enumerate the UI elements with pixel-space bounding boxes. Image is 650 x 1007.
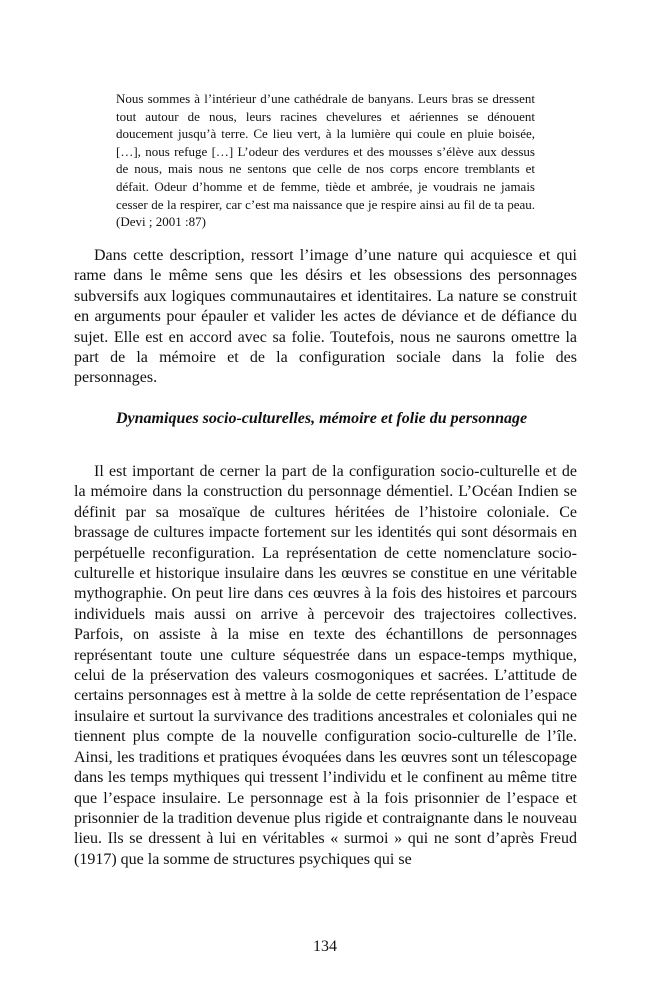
block-quote: Nous sommes à l’intérieur d’une cathédrale de banyans. Leurs bras se dressent tout autour de nous, leurs racines chevelures et aériennes se dénouent doucement jusqu’à terre. Ce lieu vert, à la lumière qui coule en pluie boisée, […], nous refuge […] L’odeur des verdures et des mousses s’élève aux dessus de nous, mais nous ne sentons que celle de nos corps encore tremblants et défait. Odeur d’homme et de femme, tiède et ambrée, je voudrais ne jamais cesser de la respirer, car c’est ma naissance que je respire ainsi au fil de ta peau. (Devi ; 2001 :87) <box>116 91 535 230</box>
section-heading: Dynamiques socio-culturelles, mémoire et folie du personnage <box>116 410 528 427</box>
page-number: 134 <box>313 938 337 955</box>
body-paragraph-2: Il est important de cerner la part de la configuration socio-culturelle et de la mémoire dans la construction du personnage démentiel. L’Océan Indien se définit par sa mosaïque de cultures héritées de l’histoire coloniale. Ce brassage de cultures impacte fortement sur les identités qui sont désormais en perpétuelle reconfiguration. La représentation de cette nomenclature socio-culturelle et historique insulaire dans les œuvres se constitue en une véritable mythographie. On peut lire dans ces œuvres à la fois des histoires et parcours individuels mais aussi on arrive à percevoir des trajectoires collectives. Parfois, on assiste à la mise en texte des échantillons de personnages représentant toute une culture séquestrée dans un espace-temps mythique, celui de la préservation des valeurs cosmogoniques et sacrées. L’attitude de certains personnages est à mettre à la solde de cette représentation de l’espace insulaire et surtout la survivance des traditions ancestrales et coloniales qui ne tiennent plus compte de la nouvelle configuration socio-culturelle de l’île. Ainsi, les traditions et pratiques évoquées dans les œuvres sont un télescopage dans les temps mythiques qui tressent l’individu et le confinent au même titre que l’espace insulaire. Le personnage est à la fois prisonnier de l’espace et prisonnier de la tradition devenue plus rigide et contraignante dans le nouveau lieu. Ils se dressent à lui en véritables « surmoi » qui ne sont d’après Freud (1917) que la somme de structures psychiques qui se <box>74 463 577 868</box>
body-paragraph-1: Dans cette description, ressort l’image d’une nature qui acquiesce et qui rame dans le même sens que les désirs et les obsessions des personnages subversifs aux logiques communautaires et identitaires. La nature se construit en arguments pour épauler et valider les actes de déviance et de défiance du sujet. Elle est en accord avec sa folie. Toutefois, nous ne saurons omettre la part de la mémoire et de la configuration sociale dans la folie des personnages. <box>74 247 577 387</box>
